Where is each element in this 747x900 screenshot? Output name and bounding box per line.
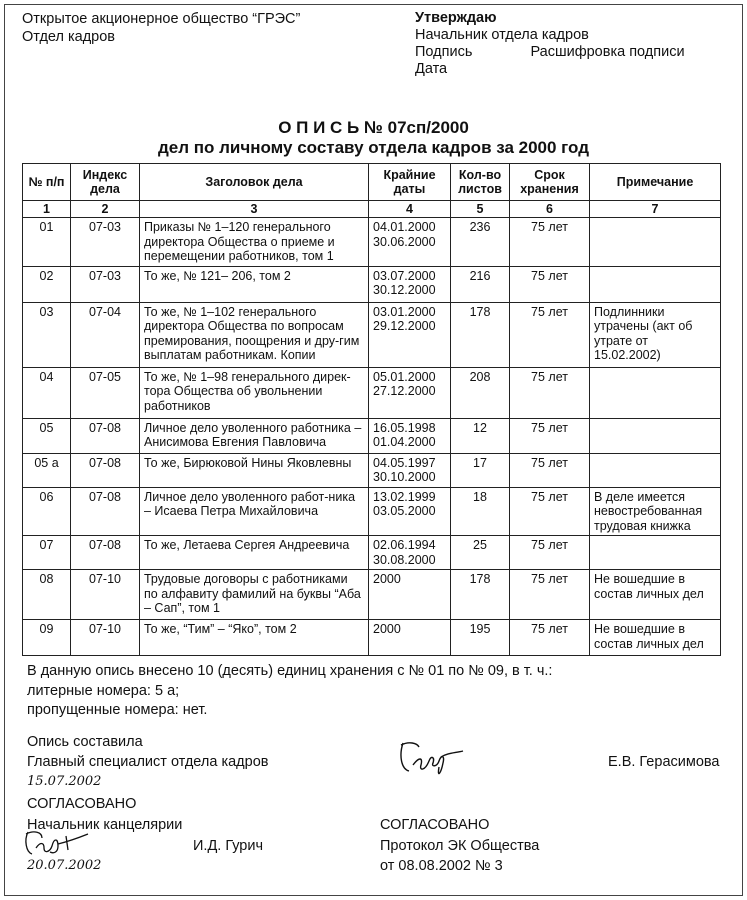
approve-label: Утверждаю: [415, 10, 497, 26]
signature-chancery: [22, 826, 102, 862]
cell-sheets: 216: [451, 266, 510, 302]
cell-term: 75 лет: [510, 620, 590, 656]
column-header: Крайние даты: [369, 164, 451, 201]
cell-note: [590, 266, 721, 302]
table-row: [23, 487, 721, 536]
cell-note: Подлинники утрачены (акт об утрате от 15.02.2002): [590, 302, 721, 367]
cell-sheets: 195: [451, 620, 510, 656]
inventory-title: О П И С Ь № 07сп/2000: [278, 118, 469, 137]
column-header: № п/п: [23, 164, 71, 201]
agreed-label-2: СОГЛАСОВАНО: [380, 817, 490, 833]
cell-term: 75 лет: [510, 570, 590, 620]
protocol-date: от 08.08.2002 № 3: [380, 858, 503, 874]
column-header: Индекс дела: [71, 164, 140, 201]
table-row: [23, 536, 721, 570]
compiler-name: Е.В. Герасимова: [608, 754, 720, 770]
chancery-date: 20.07.2002: [27, 858, 102, 873]
table-row: [23, 418, 721, 453]
cell-dates: 04.01.2000 30.06.2000: [369, 218, 451, 267]
cell-term: 75 лет: [510, 266, 590, 302]
cell-n: 07: [23, 536, 71, 570]
cell-title: Трудовые договоры с работниками по алфавиту фамилий на буквы “Аба – Сап”, том 1: [140, 570, 369, 620]
protocol-label: Протокол ЭК Общества: [380, 838, 540, 854]
cell-n: 04: [23, 367, 71, 418]
table-header-row: [23, 164, 721, 201]
cell-n: 05: [23, 418, 71, 453]
cell-title: То же, Летаева Сергея Андреевича: [140, 536, 369, 570]
org-block: [22, 10, 300, 46]
cell-n: 09: [23, 620, 71, 656]
table-row: [23, 266, 721, 302]
cell-index: 07-04: [71, 302, 140, 367]
cell-index: 07-10: [71, 570, 140, 620]
cell-sheets: 18: [451, 487, 510, 536]
cell-term: 75 лет: [510, 453, 590, 487]
cell-dates: 02.06.1994 30.08.2000: [369, 536, 451, 570]
column-number: 1: [23, 201, 71, 218]
summary-line-2: литерные номера: 5 а;: [27, 683, 180, 699]
cell-index: 07-03: [71, 266, 140, 302]
column-number: 3: [140, 201, 369, 218]
inventory-table: [22, 163, 721, 656]
cell-term: 75 лет: [510, 487, 590, 536]
cell-term: 75 лет: [510, 367, 590, 418]
chancery-name: И.Д. Гурич: [193, 838, 264, 854]
cell-index: 07-08: [71, 418, 140, 453]
column-header: Заголовок дела: [140, 164, 369, 201]
cell-term: 75 лет: [510, 418, 590, 453]
cell-index: 07-08: [71, 453, 140, 487]
cell-index: 07-08: [71, 487, 140, 536]
chancery-head: Начальник канцелярии: [27, 817, 183, 833]
cell-sheets: 17: [451, 453, 510, 487]
compiled-date: 15.07.2002: [27, 774, 102, 789]
cell-term: 75 лет: [510, 218, 590, 267]
column-number: 7: [590, 201, 721, 218]
table-row: [23, 367, 721, 418]
cell-note: [590, 218, 721, 267]
cell-dates: 13.02.1999 03.05.2000: [369, 487, 451, 536]
cell-sheets: 236: [451, 218, 510, 267]
cell-sheets: 12: [451, 418, 510, 453]
column-number: 2: [71, 201, 140, 218]
date-label: Дата: [415, 61, 448, 77]
cell-n: 02: [23, 266, 71, 302]
cell-sheets: 178: [451, 570, 510, 620]
column-number: 4: [369, 201, 451, 218]
signature-line: [415, 44, 685, 61]
approval-block: [415, 10, 685, 78]
table-row: [23, 570, 721, 620]
cell-sheets: 178: [451, 302, 510, 367]
column-number: 6: [510, 201, 590, 218]
cell-index: 07-05: [71, 367, 140, 418]
column-number: 5: [451, 201, 510, 218]
cell-note: [590, 453, 721, 487]
cell-title: То же, № 1–98 генерального дирек-тора Общества об увольнении работников: [140, 367, 369, 418]
cell-dates: 2000: [369, 570, 451, 620]
sign-label: Подпись: [415, 44, 473, 60]
table-row: [23, 302, 721, 367]
cell-title: То же, № 1–102 генерального директора Общества по вопросам премирования, поощрения и дру-гим выплатам работникам. Копии: [140, 302, 369, 367]
table-row: [23, 620, 721, 656]
compiled-label: Опись составила: [27, 734, 143, 750]
cell-index: 07-03: [71, 218, 140, 267]
cell-note: [590, 367, 721, 418]
cell-title: То же, Бирюковой Нины Яковлевны: [140, 453, 369, 487]
cell-dates: 2000: [369, 620, 451, 656]
dept-name: Отдел кадров: [22, 29, 115, 45]
cell-note: [590, 418, 721, 453]
cell-n: 08: [23, 570, 71, 620]
summary-line-1: В данную опись внесено 10 (десять) единиц хранения с № 01 по № 09, в т. ч.:: [27, 663, 553, 679]
cell-note: [590, 536, 721, 570]
table-row: [23, 218, 721, 267]
cell-term: 75 лет: [510, 302, 590, 367]
column-header: Примечание: [590, 164, 721, 201]
decode-label: Расшифровка подписи: [530, 44, 685, 60]
cell-dates: 03.07.2000 30.12.2000: [369, 266, 451, 302]
cell-index: 07-10: [71, 620, 140, 656]
table-row: [23, 453, 721, 487]
cell-term: 75 лет: [510, 536, 590, 570]
cell-n: 01: [23, 218, 71, 267]
cell-dates: 04.05.1997 30.10.2000: [369, 453, 451, 487]
cell-index: 07-08: [71, 536, 140, 570]
agreed-label-1: СОГЛАСОВАНО: [27, 796, 137, 812]
cell-note: Не вошедшие в состав личных дел: [590, 570, 721, 620]
cell-dates: 05.01.2000 27.12.2000: [369, 367, 451, 418]
compiler-title: Главный специалист отдела кадров: [27, 754, 269, 770]
cell-sheets: 208: [451, 367, 510, 418]
cell-n: 05 а: [23, 453, 71, 487]
signature-compiler: [395, 735, 475, 780]
approver-title: Начальник отдела кадров: [415, 27, 589, 43]
cell-dates: 03.01.2000 29.12.2000: [369, 302, 451, 367]
column-header: Кол-во листов: [451, 164, 510, 201]
inventory-subtitle: дел по личному составу отдела кадров за 2000 год: [157, 138, 589, 157]
cell-title: То же, № 121– 206, том 2: [140, 266, 369, 302]
cell-sheets: 25: [451, 536, 510, 570]
cell-n: 06: [23, 487, 71, 536]
cell-title: То же, “Тим” – “Яко”, том 2: [140, 620, 369, 656]
column-header: Срок хранения: [510, 164, 590, 201]
cell-note: Не вошедшие в состав личных дел: [590, 620, 721, 656]
cell-title: Личное дело уволенного работ-ника – Исаева Петра Михайловича: [140, 487, 369, 536]
cell-n: 03: [23, 302, 71, 367]
column-number-row: [23, 201, 721, 218]
cell-title: Приказы № 1–120 генерального директора Общества о приеме и перемещении работников, том 1: [140, 218, 369, 267]
cell-dates: 16.05.1998 01.04.2000: [369, 418, 451, 453]
cell-title: Личное дело уволенного работника – Анисимова Евгения Павловича: [140, 418, 369, 453]
org-name: Открытое акционерное общество “ГРЭС”: [22, 11, 301, 27]
summary-line-3: пропущенные номера: нет.: [27, 702, 208, 718]
cell-note: В деле имеется невостребованная трудовая книжка: [590, 487, 721, 536]
